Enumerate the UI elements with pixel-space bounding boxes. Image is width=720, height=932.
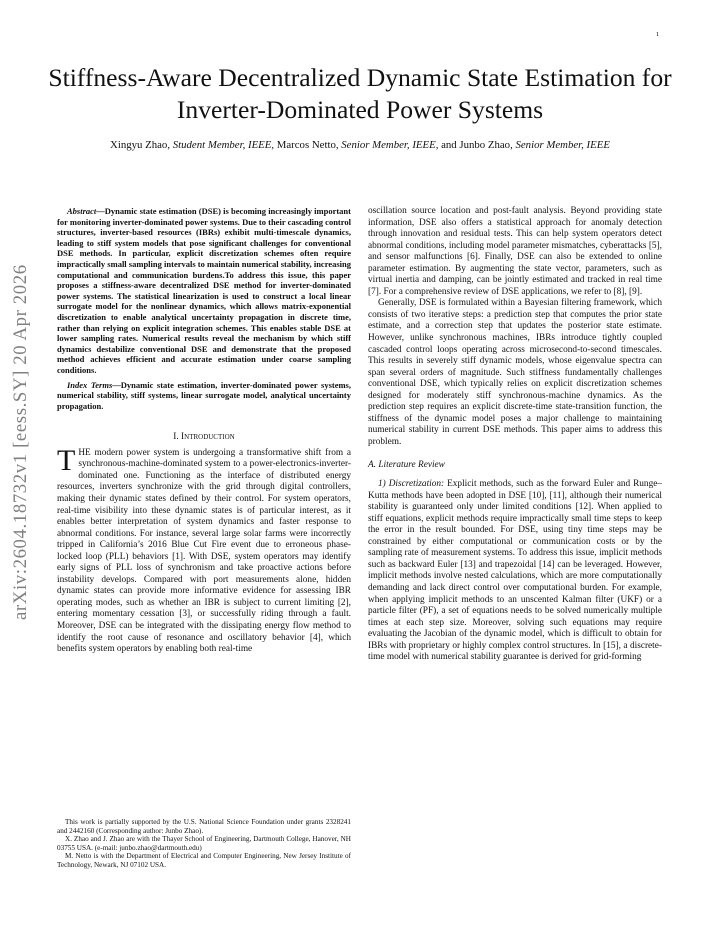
right-column — [368, 206, 662, 664]
abstract-text: —Dynamic state estimation (DSE) is becoming increasingly important for monitoring inverter-dominated power systems. Due to their cascading control structures, inverter-based resources (IBRs) exhibit multi-timescale dynamics, leading to stiff system models that pose significant challenges for conventional DSE methods. In particular, explicit discretization schemes often require impractically small sampling intervals to maintain numerical stability, increasing computational and communication burdens.To address this issue, this paper proposes a stiffness-aware decentralized DSE method for inverter-dominated power systems. The statistical linearization is used to construct a local linear surrogate model for the nonlinear dynamics, which allows matrix-exponential discretization to enable analytical uncertainty propagation in discrete time, rather than relying on explicit integration schemes. This enables stable DSE at lower sampling rates. Numerical results reveal the mechanism by which stiff dynamics destabilize conventional DSE and demonstrate that the proposed method achieves efficient and accurate estimation under coarse sampling conditions. — [57, 206, 351, 375]
index-terms-text: —Dynamic state estimation, inverter-dominated power systems, numerical stability, stiff systems, linear surrogate model, analytical uncertainty propagation. — [57, 379, 351, 411]
discretization-lead: 1) Discretization: — [378, 479, 445, 490]
intro-paragraph-2: Generally, DSE is formulated within a Bayesian filtering framework, which consists of two iterative steps: a prediction step that computes the prior state estimate, and a correction step that updates the posterior state estimate. However, unlike synchronous machines, IBRs introduce tightly coupled cascaded control loops operating across microsecond-to-second timescales. This results in severely stiff dynamic models, whose eigenvalue spectra can span several orders of magnitude. Such stiffness fundamentally challenges conventional DSE, which typically relies on explicit discretization schemes designed for moderately stiff synchronous-machine dynamics. As the prediction step requires an explicit discrete-time state-transition function, the stiffness of the dynamic model poses a major challenge to maintaining numerical stability in current DSE methods. This paper aims to address this problem. — [368, 298, 662, 447]
abstract — [57, 206, 351, 376]
discretization-paragraph — [368, 479, 662, 664]
subsection-heading-literature-review: A. Literature Review — [368, 460, 445, 471]
footnote-funding: This work is partially supported by the U.S. National Science Foundation under grants 2328241 and 2442160 (Corresponding author: Junbo Zhao). — [57, 818, 351, 835]
abstract-label: Abstract — [67, 206, 97, 216]
intro-paragraph-1 — [57, 443, 351, 656]
intro-paragraph-1-continued: oscillation source location and post-fault analysis. Beyond providing state information, DSE also offers a statistical approach for anomaly detection through innovation and residual tests. This can help system operators detect abnormal conditions, including model parameter mismatches, cyberattacks [5], and sensor malfunctions [6]. Finally, DSE can also be extended to online parameter estimation. By augmenting the state vector, parameters, such as virtual inertia and damping, can be jointly estimated and tracked in real time [7]. For a comprehensive review of DSE applications, we refer to [8], [9]. — [368, 206, 662, 297]
index-terms — [57, 380, 351, 412]
author-1-role: Student Member, IEEE, — [172, 139, 275, 151]
section-heading-introduction: I. Introduction — [173, 432, 235, 443]
author-3-role: Senior Member, IEEE — [515, 139, 610, 151]
intro-paragraph-1-text: HE modern power system is undergoing a transformative shift from a synchronous-machine-dominated system to a power-electronics-inverter-dominated one. Functioning as the interface of distributed energy resources, inverters synchronize with the grid through digital controllers, making their dynamic states defined by their control. For system operators, real-time visibility into these dynamic states is of particular interest, as it enables better interpretation of system dynamics and faster response to abnormal conditions. For instance, several large solar farms were incorrectly tripped in California’s 2016 Blue Cut Fire event due to erroneous phase-locked loop (PLL) behaviors [1]. With DSE, system operators may identify early signs of PLL loss of synchronism and take proactive actions before instability develops. Compared with port measurements alone, hidden dynamic states can provide more informative evidence for assessing IBR operating modes, such as whether an IBR is subject to current limiting [2], entering momentary cessation [3], or successfully riding through a fault. Moreover, DSE can be integrated with the dissipating energy flow method to identify the root cause of resonance and oscillatory behavior [4], which benefits system operators by enabling both real-time — [57, 447, 351, 655]
author-2-role: Senior Member, IEEE, — [341, 139, 439, 151]
footnote-affiliation-dartmouth: X. Zhao and J. Zhao are with the Thayer School of Engineering, Dartmouth College, Hanover, NH 03755 USA. (e-mail: junbo.zhao@dartmouth.edu) — [57, 835, 351, 852]
drop-cap: T — [57, 443, 76, 477]
footnote-affiliation-njit: M. Netto is with the Department of Electrical and Computer Engineering, New Jersey Institute of Technology, Newark, NJ 07102 USA. — [57, 852, 351, 869]
author-3-name: and Junbo Zhao, — [438, 139, 516, 151]
discretization-text: Explicit methods, such as the forward Euler and Runge–Kutta methods have been adopted in DSE [10], [11], although their numerical stability is guaranteed only under limited conditions [12]. When applied to stiff equations, explicit methods require impractically small time steps to keep the error in the result bounded. For DSE, using tiny time steps may be constrained by either computational or communication costs or by the sampling rate of measurement systems. To address this issue, implicit methods such as backward Euler [13] and trapezoidal [14] can be leveraged. However, implicit methods involve nested calculations, which are more computationally demanding and lack direct control over computational burden. For example, when applying implicit methods to an unscented Kalman filter (UKF) or a particle filter (PF), a set of equations needs to be solved numerically multiple times at each step size. Moreover, solving such equations may require evaluating the Jacobian of the dynamic model, which is difficult to obtain for IBRs with proprietary or highly complex control structures. In [15], a discrete-time model with numerical stability guarantee is derived for grid-forming — [368, 479, 662, 663]
author-1-name: Xingyu Zhao, — [110, 139, 173, 151]
author-2-name: Marcos Netto, — [274, 139, 342, 151]
arxiv-watermark: arXiv:2604.18732v1 [eess.SY] 20 Apr 2026 — [10, 264, 31, 620]
author-line — [40, 138, 680, 152]
page-number: 1 — [656, 31, 660, 38]
index-terms-label: Index Terms — [67, 379, 113, 390]
paper-title: Stiffness-Aware Decentralized Dynamic State Estimation for Inverter-Dominated Power Systems — [48, 63, 672, 124]
left-column — [57, 206, 351, 656]
footnotes — [57, 818, 351, 870]
